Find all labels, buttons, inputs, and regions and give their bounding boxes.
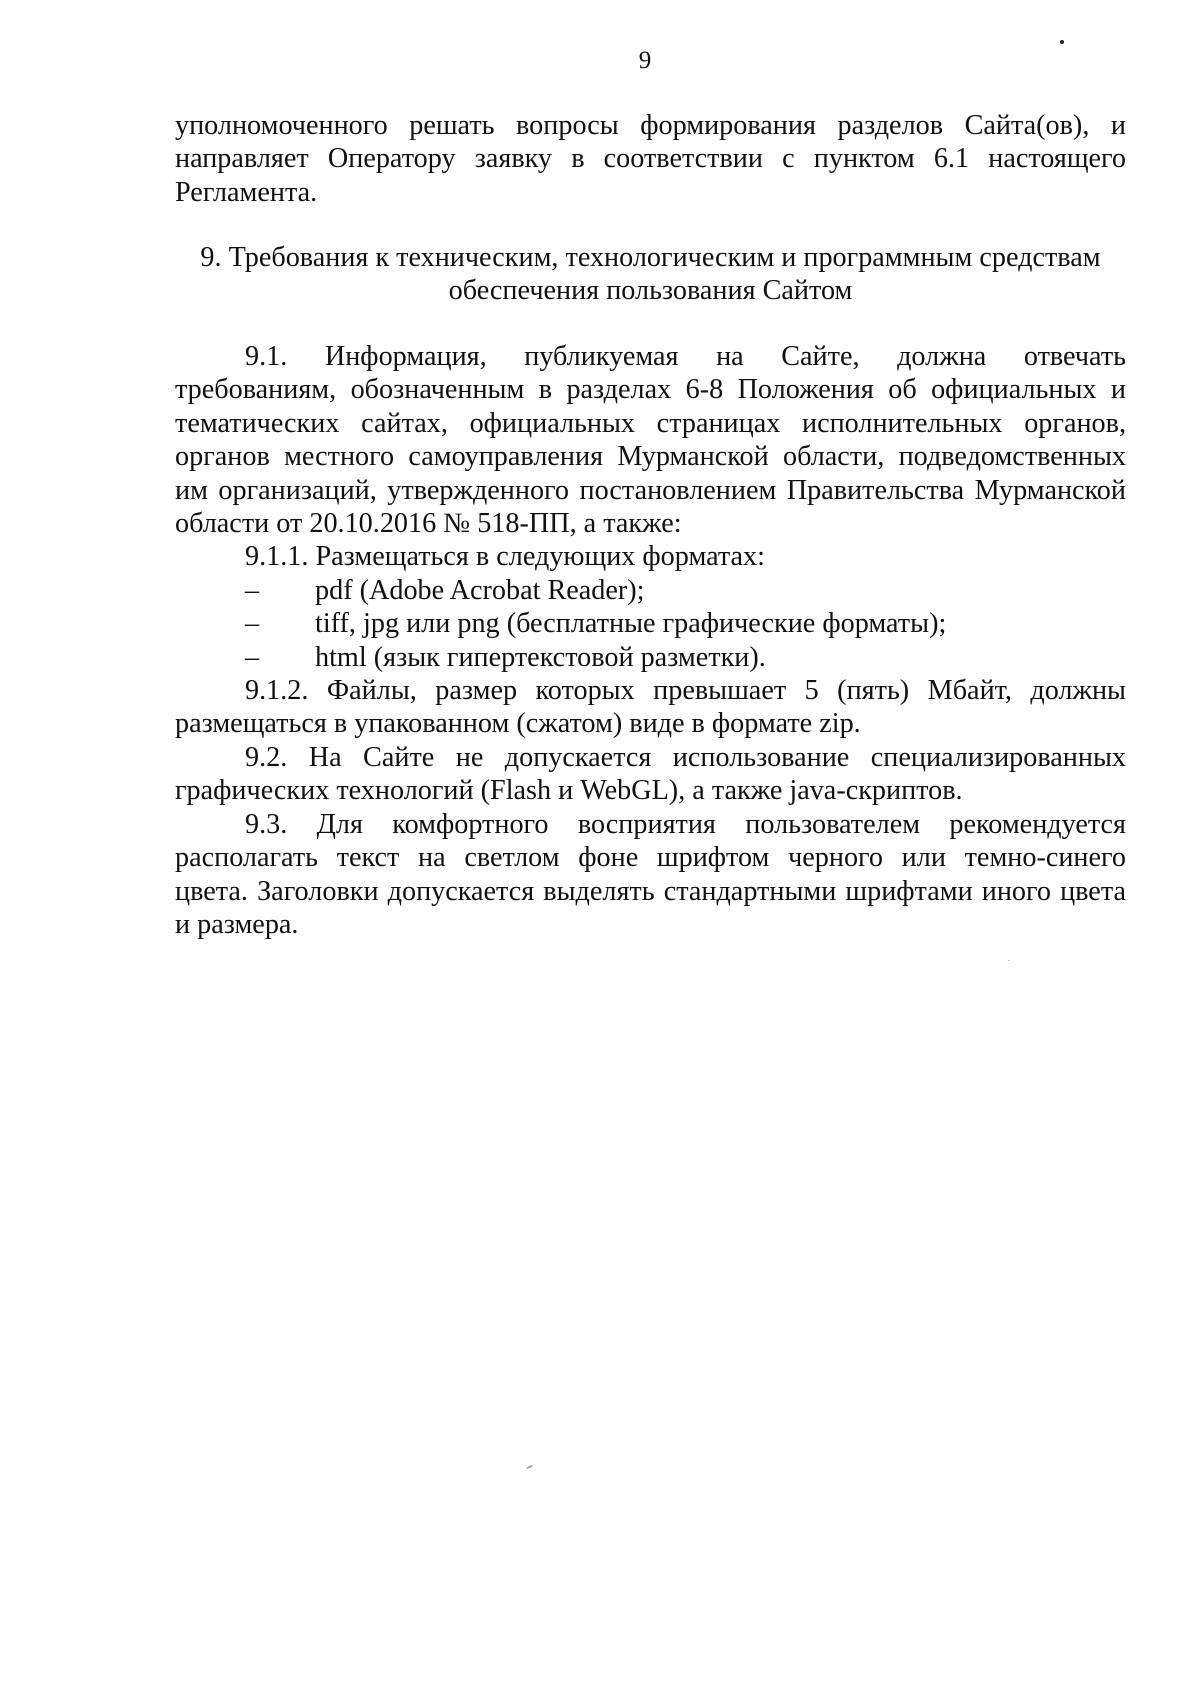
section-heading-line: 9. Требования к техническим, технологическим и программным средствам xyxy=(200,242,1101,273)
paragraph-9-2 xyxy=(175,741,1126,808)
paragraph-9-1-2 xyxy=(175,674,1126,741)
paragraph-line: 9.1. Информация, публикуемая на Сайте, должна отвечать xyxy=(245,341,1126,372)
page-number: 9 xyxy=(638,47,652,74)
bullet-text: tiff, jpg или png (бесплатные графические форматы); xyxy=(315,608,947,640)
bullet-text: html (язык гипертекстовой разметки). xyxy=(315,641,766,673)
section-body xyxy=(175,340,1126,941)
paragraph-line: цвета. Заголовки допускается выделять стандартными шрифтами иного цвета xyxy=(175,875,1126,907)
paragraph-line: графических технологий (Flash и WebGL), а также java-скриптов. xyxy=(175,775,963,807)
dash-bullet: – xyxy=(245,574,260,606)
intro-line: уполномоченного решать вопросы формирования разделов Сайта(ов), и xyxy=(175,110,1126,141)
bullet-text: pdf (Adobe Acrobat Reader); xyxy=(315,574,645,606)
paragraph-9-1-1 xyxy=(175,540,1126,674)
bullet-item xyxy=(175,574,1126,607)
paragraph-line: им организаций, утвержденного постановлением Правительства Мурманской xyxy=(175,474,1126,506)
paragraph-line: располагать текст на светлом фоне шрифтом черного или темно-синего xyxy=(175,842,1126,874)
paragraph-line: органов местного самоуправления Мурманской области, подведомственных xyxy=(175,441,1126,473)
dash-bullet: – xyxy=(245,641,260,673)
section-heading-line: обеспечения пользования Сайтом xyxy=(448,275,853,307)
paragraph-line: требованиям, обозначенным в разделах 6-8 Положения об официальных и xyxy=(175,374,1126,406)
paragraph-line: области от 20.10.2016 № 518-ПП, а также: xyxy=(175,508,682,540)
paragraph-line: размещаться в упакованном (сжатом) виде в формате zip. xyxy=(175,708,861,740)
paragraph-line: 9.2. На Сайте не допускается использование специализированных xyxy=(245,741,1126,773)
paragraph-line: тематических сайтах, официальных страницах исполнительных органов, xyxy=(175,407,1126,439)
section-heading xyxy=(175,241,1126,308)
bullet-item xyxy=(175,607,1126,640)
intro-line: Регламента. xyxy=(175,176,318,208)
paragraph-line: 9.1.1. Размещаться в следующих форматах: xyxy=(245,541,765,573)
intro-paragraph xyxy=(175,109,1126,209)
scan-speck xyxy=(1008,960,1010,961)
paragraph-line: 9.1.2. Файлы, размер которых превышает 5 (пять) Мбайт, должны xyxy=(245,675,1126,707)
intro-line: направляет Оператору заявку в соответствии с пунктом 6.1 настоящего xyxy=(175,143,1126,175)
scan-speck xyxy=(526,1465,533,1470)
scan-speck xyxy=(1060,40,1064,44)
paragraph-9-3 xyxy=(175,808,1126,942)
bullet-item xyxy=(175,641,1126,674)
paragraph-line: 9.3. Для комфортного восприятия пользователем рекомендуется xyxy=(245,808,1126,840)
dash-bullet: – xyxy=(245,608,260,640)
paragraph-9-1 xyxy=(175,340,1126,540)
paragraph-line: и размера. xyxy=(175,908,299,940)
